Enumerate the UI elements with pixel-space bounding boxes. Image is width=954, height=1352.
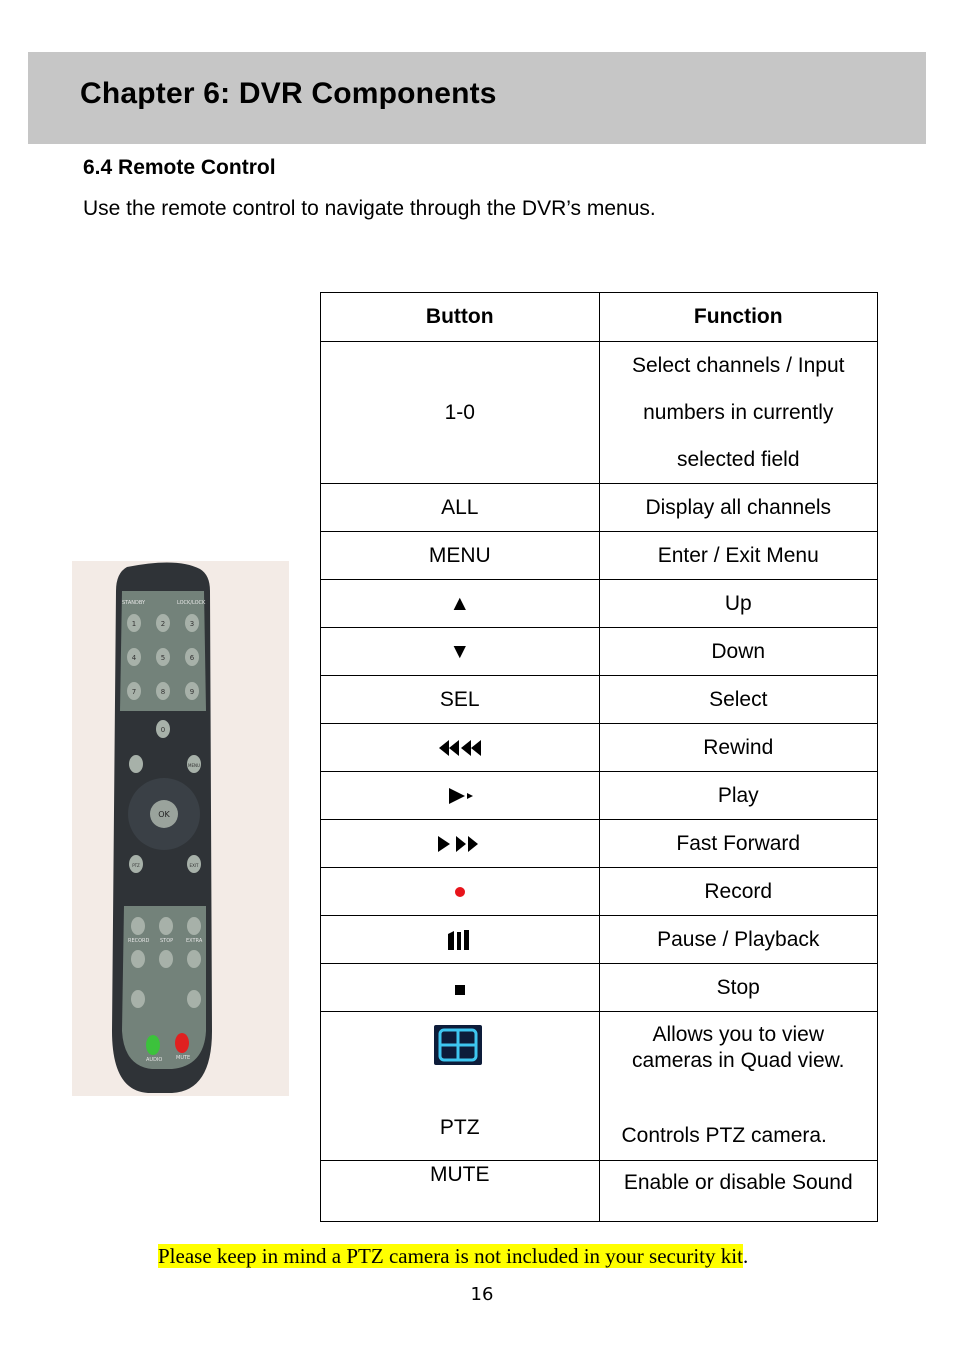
cell-function: Down [599,628,878,676]
table-row [321,724,878,772]
cell-button: MENU [321,532,600,580]
cell-button [321,724,600,772]
header-button: Button [321,293,600,342]
cell-button: ▲ [321,580,600,628]
remote-digit: 4 [131,654,137,662]
table-row [321,580,878,628]
cell-function [599,342,878,484]
cell-function [599,1161,878,1222]
remote-digit: 6 [189,654,195,662]
table-row [321,342,878,484]
function-line: Allows you to view [652,1023,825,1046]
ptz-label: PTZ [439,1116,480,1139]
record-icon [455,887,465,897]
remote-label-lock: LOCK/LOCK [177,600,206,606]
table-row [321,676,878,724]
remote-label-extra: EXTRA [186,938,203,944]
cell-button: SEL [321,676,600,724]
cell-button [321,772,600,820]
remote-label-record: RECORD [128,938,150,944]
remote-digit: 0 [160,726,166,734]
remote-digit: 3 [189,620,195,628]
cell-button [321,868,600,916]
cell-function: Record [599,868,878,916]
remote-label-mute: MUTE [176,1055,191,1061]
table-row [321,772,878,820]
remote-label-ptz: PTZ [132,863,140,868]
cell-function: Play [599,772,878,820]
function-line: Select channels / Input [632,354,845,377]
remote-digit: 8 [160,688,166,696]
chapter-banner [28,52,926,144]
rewind-icon [437,737,483,759]
cell-function: Fast Forward [599,820,878,868]
table-row [321,820,878,868]
table-row [321,868,878,916]
function-line: Controls PTZ camera. [621,1124,827,1147]
function-line: cameras in Quad view. [632,1049,845,1072]
pause-playback-icon [446,928,474,952]
remote-digit: 9 [189,688,195,696]
button-function-table [320,292,878,1222]
chapter-title: Chapter 6: DVR Components [80,77,497,110]
intro-text: Use the remote control to navigate through the DVR’s menus. [83,197,656,220]
cell-button: ALL [321,484,600,532]
cell-button [321,820,600,868]
quad-view-icon [433,1024,483,1066]
remote-control-illustration [72,561,289,1096]
function-line: numbers in currently [643,401,834,424]
table-row [321,484,878,532]
cell-button [321,964,600,1012]
mute-button-graphic [175,1033,189,1053]
cell-function: Enter / Exit Menu [599,532,878,580]
remote-label-menu: MENU [188,763,200,768]
remote-control-photo [72,561,289,1096]
ptz-note [158,1244,748,1269]
cell-button [321,1161,600,1222]
fast-forward-icon [436,833,484,855]
remote-label-exit: EXIT [189,863,199,868]
cell-button [321,916,600,964]
table-row [321,628,878,676]
cell-function [599,1012,878,1161]
table-row [321,532,878,580]
remote-digit: 7 [131,688,137,696]
header-function: Function [599,293,878,342]
sound-function-text: Enable or disable Sound [623,1171,853,1194]
mute-label: MUTE [430,1163,490,1186]
remote-digit: 5 [160,654,166,662]
play-icon [445,785,475,807]
cell-button: ▼ [321,628,600,676]
remote-digit: 1 [131,620,137,628]
stop-icon [455,985,465,995]
cell-function: Display all channels [599,484,878,532]
table-row [321,916,878,964]
audio-button-graphic [146,1035,160,1055]
remote-label-standby: STANDBY [122,600,146,606]
note-highlight: Please keep in mind a PTZ camera is not included in your security kit [158,1244,743,1268]
remote-label-ok: OK [158,810,170,819]
function-line: selected field [676,448,800,471]
remote-digit: 2 [160,620,166,628]
remote-label-stop: STOP [160,938,174,944]
table-row [321,1012,878,1161]
cell-function: Pause / Playback [599,916,878,964]
cell-function: Up [599,580,878,628]
note-tail: . [742,1244,749,1268]
page-number: 16 [470,1284,494,1305]
cell-button: 1-0 [321,342,600,484]
table-header-row [321,293,878,342]
table-row [321,964,878,1012]
remote-label-audio: AUDIO [146,1057,163,1063]
cell-function: Rewind [599,724,878,772]
section-title: 6.4 Remote Control [83,156,276,179]
table-row [321,1161,878,1222]
cell-button [321,1012,600,1161]
cell-function: Stop [599,964,878,1012]
cell-function: Select [599,676,878,724]
